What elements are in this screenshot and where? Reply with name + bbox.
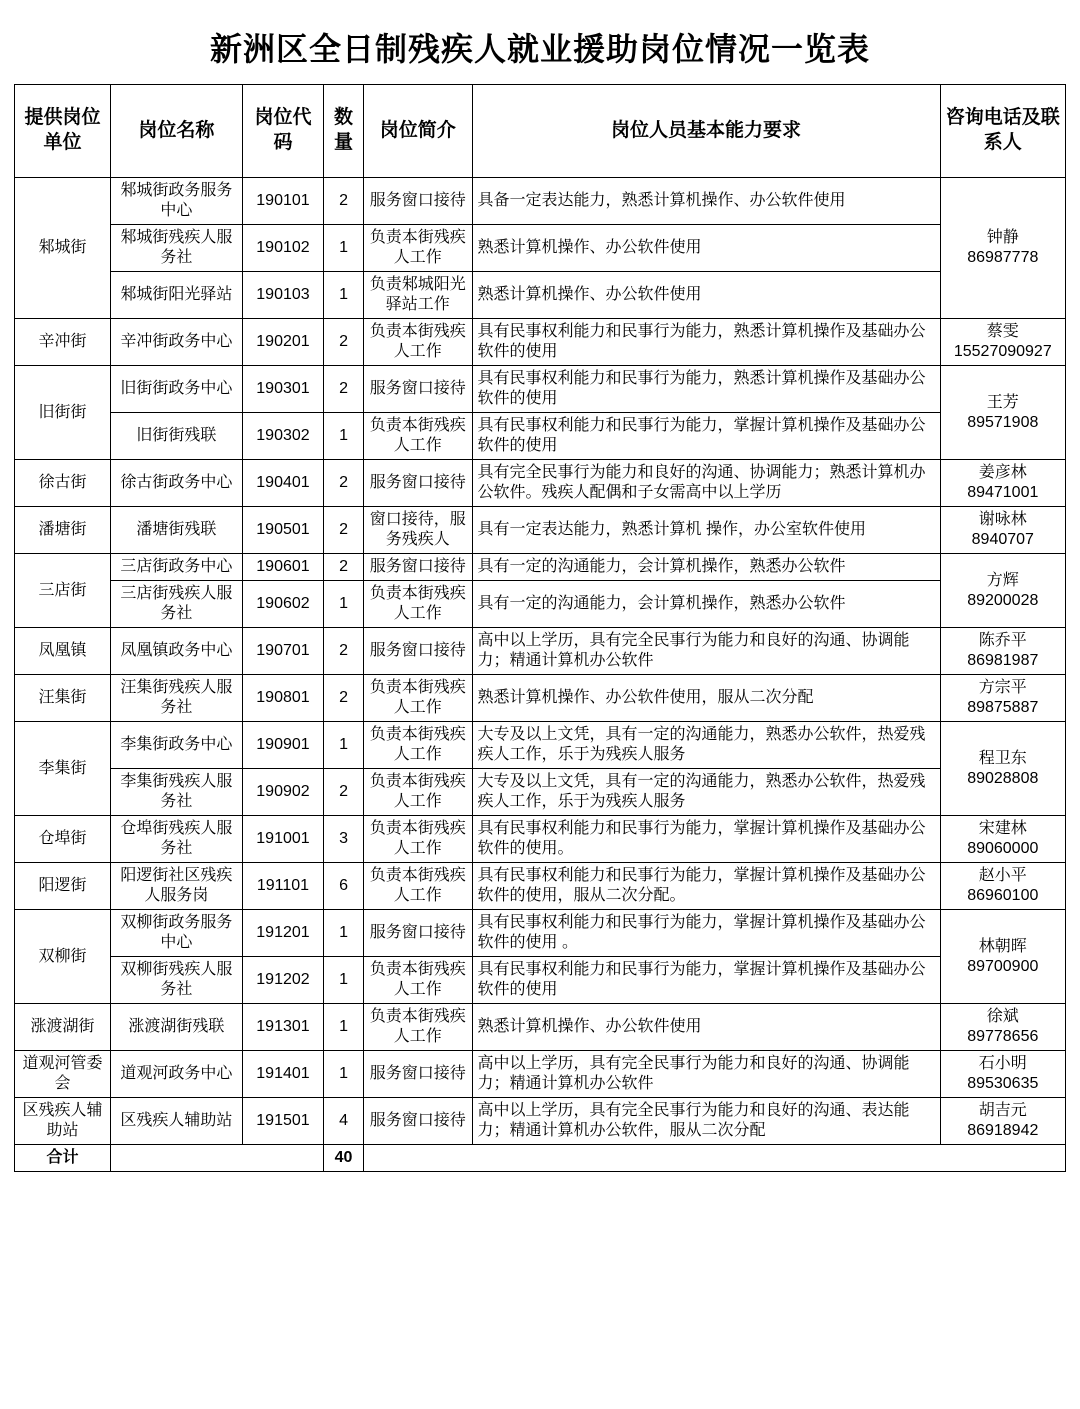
cell-post-brief: 负责邾城阳光驿站工作 <box>363 272 472 319</box>
cell-post-name: 辛冲街政务中心 <box>111 319 243 366</box>
cell-post-brief: 负责本街残疾人工作 <box>363 225 472 272</box>
table-total-row <box>15 1145 1066 1172</box>
cell-unit: 辛冲街 <box>15 319 111 366</box>
cell-post-brief: 服务窗口接待 <box>363 554 472 581</box>
cell-unit: 阳逻街 <box>15 863 111 910</box>
cell-post-brief: 服务窗口接待 <box>363 910 472 957</box>
cell-requirements: 具有民事权利能力和民事行为能力，掌握计算机操作及基础办公软件的使用，服从二次分配。 <box>472 863 940 910</box>
cell-post-brief: 服务窗口接待 <box>363 1051 472 1098</box>
cell-unit: 李集街 <box>15 722 111 816</box>
cell-requirements: 熟悉计算机操作、办公软件使用 <box>472 1004 940 1051</box>
cell-requirements: 具有完全民事行为能力和良好的沟通、协调能力；熟悉计算机办公软件。残疾人配偶和子女需高中以上学历 <box>472 460 940 507</box>
cell-post-name: 双柳街残疾人服务社 <box>111 957 243 1004</box>
table-row <box>15 319 1066 366</box>
table-row <box>15 460 1066 507</box>
cell-post-brief: 负责本街残疾人工作 <box>363 1004 472 1051</box>
total-empty-cell-left <box>111 1145 324 1172</box>
cell-contact: 方辉 89200028 <box>940 554 1065 628</box>
cell-post-code: 190601 <box>242 554 323 581</box>
cell-requirements: 具有民事权利能力和民事行为能力，掌握计算机操作及基础办公软件的使用 <box>472 957 940 1004</box>
cell-requirements: 具有民事权利能力和民事行为能力，掌握计算机操作及基础办公软件的使用 。 <box>472 910 940 957</box>
cell-unit: 旧街街 <box>15 366 111 460</box>
cell-post-code: 191202 <box>242 957 323 1004</box>
cell-quantity: 2 <box>324 366 364 413</box>
cell-quantity: 4 <box>324 1098 364 1145</box>
cell-post-brief: 服务窗口接待 <box>363 460 472 507</box>
cell-requirements: 高中以上学历，具有完全民事行为能力和良好的沟通、协调能力；精通计算机办公软件 <box>472 628 940 675</box>
cell-unit: 仓埠街 <box>15 816 111 863</box>
cell-requirements: 熟悉计算机操作、办公软件使用 <box>472 272 940 319</box>
page-title: 新洲区全日制残疾人就业援助岗位情况一览表 <box>209 31 870 67</box>
cell-post-brief: 负责本街残疾人工作 <box>363 816 472 863</box>
cell-contact: 徐斌 89778656 <box>940 1004 1065 1051</box>
cell-requirements: 高中以上学历，具有完全民事行为能力和良好的沟通、协调能力；精通计算机办公软件 <box>472 1051 940 1098</box>
table-row <box>15 581 1066 628</box>
cell-post-name: 三店街政务中心 <box>111 554 243 581</box>
cell-post-brief: 负责本街残疾人工作 <box>363 957 472 1004</box>
table-row <box>15 178 1066 225</box>
cell-unit: 徐古街 <box>15 460 111 507</box>
cell-post-name: 阳逻街社区残疾人服务岗 <box>111 863 243 910</box>
cell-unit: 道观河管委会 <box>15 1051 111 1098</box>
cell-quantity: 2 <box>324 675 364 722</box>
table-row <box>15 225 1066 272</box>
cell-quantity: 2 <box>324 178 364 225</box>
cell-post-code: 191301 <box>242 1004 323 1051</box>
cell-quantity: 1 <box>324 910 364 957</box>
table-row <box>15 910 1066 957</box>
cell-quantity: 2 <box>324 554 364 581</box>
cell-post-code: 191201 <box>242 910 323 957</box>
total-quantity: 40 <box>324 1145 364 1172</box>
cell-post-brief: 服务窗口接待 <box>363 178 472 225</box>
cell-quantity: 1 <box>324 272 364 319</box>
table-row <box>15 366 1066 413</box>
cell-post-brief: 服务窗口接待 <box>363 1098 472 1145</box>
cell-contact: 蔡雯 15527090927 <box>940 319 1065 366</box>
cell-quantity: 3 <box>324 816 364 863</box>
cell-quantity: 1 <box>324 1004 364 1051</box>
cell-requirements: 大专及以上文凭，具有一定的沟通能力，熟悉办公软件，热爱残疾人工作，乐于为残疾人服务 <box>472 769 940 816</box>
cell-post-code: 190602 <box>242 581 323 628</box>
cell-post-name: 邾城街残疾人服务社 <box>111 225 243 272</box>
cell-quantity: 2 <box>324 628 364 675</box>
table-row <box>15 1098 1066 1145</box>
cell-contact: 谢咏林 8940707 <box>940 507 1065 554</box>
cell-contact: 王芳 89571908 <box>940 366 1065 460</box>
cell-post-code: 190201 <box>242 319 323 366</box>
cell-post-brief: 负责本街残疾人工作 <box>363 722 472 769</box>
table-row <box>15 272 1066 319</box>
cell-post-code: 191401 <box>242 1051 323 1098</box>
cell-post-name: 汪集街残疾人服务社 <box>111 675 243 722</box>
table-row <box>15 554 1066 581</box>
cell-post-code: 190401 <box>242 460 323 507</box>
cell-contact: 方宗平 89875887 <box>940 675 1065 722</box>
cell-post-name: 李集街残疾人服务社 <box>111 769 243 816</box>
cell-post-name: 邾城街政务服务中心 <box>111 178 243 225</box>
cell-unit: 涨渡湖街 <box>15 1004 111 1051</box>
cell-requirements: 高中以上学历，具有完全民事行为能力和良好的沟通、表达能力；精通计算机办公软件，服从二次分配 <box>472 1098 940 1145</box>
table-row <box>15 1004 1066 1051</box>
cell-post-brief: 服务窗口接待 <box>363 366 472 413</box>
cell-post-name: 邾城街阳光驿站 <box>111 272 243 319</box>
cell-unit: 潘塘街 <box>15 507 111 554</box>
cell-post-brief: 窗口接待，服务残疾人 <box>363 507 472 554</box>
table-row <box>15 816 1066 863</box>
table-row <box>15 769 1066 816</box>
cell-post-name: 双柳街政务服务中心 <box>111 910 243 957</box>
cell-post-code: 190701 <box>242 628 323 675</box>
cell-post-code: 191001 <box>242 816 323 863</box>
cell-contact: 宋建林 89060000 <box>940 816 1065 863</box>
cell-contact: 钟静 86987778 <box>940 178 1065 319</box>
cell-unit: 凤凰镇 <box>15 628 111 675</box>
cell-post-brief: 负责本街残疾人工作 <box>363 863 472 910</box>
cell-post-name: 仓埠街残疾人服务社 <box>111 816 243 863</box>
cell-quantity: 1 <box>324 722 364 769</box>
cell-post-name: 道观河政务中心 <box>111 1051 243 1098</box>
table-row <box>15 957 1066 1004</box>
cell-post-code: 190901 <box>242 722 323 769</box>
cell-unit: 汪集街 <box>15 675 111 722</box>
cell-post-name: 凤凰镇政务中心 <box>111 628 243 675</box>
cell-requirements: 熟悉计算机操作、办公软件使用 <box>472 225 940 272</box>
table-row <box>15 675 1066 722</box>
cell-post-brief: 负责本街残疾人工作 <box>363 581 472 628</box>
cell-quantity: 1 <box>324 957 364 1004</box>
cell-contact: 赵小平 86960100 <box>940 863 1065 910</box>
cell-quantity: 1 <box>324 1051 364 1098</box>
cell-post-brief: 负责本街残疾人工作 <box>363 675 472 722</box>
cell-requirements: 熟悉计算机操作、办公软件使用，服从二次分配 <box>472 675 940 722</box>
cell-post-name: 区残疾人辅助站 <box>111 1098 243 1145</box>
table-body <box>15 178 1066 1172</box>
column-header-post-brief: 岗位简介 <box>363 85 472 178</box>
table-row <box>15 863 1066 910</box>
cell-post-name: 涨渡湖街残联 <box>111 1004 243 1051</box>
cell-post-brief: 服务窗口接待 <box>363 628 472 675</box>
cell-requirements: 具有民事权利能力和民事行为能力，熟悉计算机操作及基础办公软件的使用 <box>472 366 940 413</box>
column-header-contact: 咨询电话及联系人 <box>940 85 1065 178</box>
table-row <box>15 628 1066 675</box>
table-row <box>15 722 1066 769</box>
table-header-row <box>15 85 1066 178</box>
cell-contact: 姜彦林 89471001 <box>940 460 1065 507</box>
cell-requirements: 具有民事权利能力和民事行为能力，熟悉计算机操作及基础办公软件的使用 <box>472 319 940 366</box>
cell-requirements: 具有一定的沟通能力，会计算机操作，熟悉办公软件 <box>472 581 940 628</box>
cell-post-code: 190302 <box>242 413 323 460</box>
cell-contact: 陈乔平 86981987 <box>940 628 1065 675</box>
cell-requirements: 具有一定表达能力，熟悉计算机 操作，办公室软件使用 <box>472 507 940 554</box>
cell-post-name: 旧街街政务中心 <box>111 366 243 413</box>
cell-quantity: 6 <box>324 863 364 910</box>
cell-quantity: 1 <box>324 413 364 460</box>
cell-quantity: 2 <box>324 460 364 507</box>
cell-requirements: 具有一定的沟通能力，会计算机操作，熟悉办公软件 <box>472 554 940 581</box>
cell-post-code: 190301 <box>242 366 323 413</box>
cell-requirements: 具有民事权利能力和民事行为能力，掌握计算机操作及基础办公软件的使用 <box>472 413 940 460</box>
cell-post-code: 191501 <box>242 1098 323 1145</box>
cell-quantity: 1 <box>324 581 364 628</box>
column-header-quantity: 数量 <box>324 85 364 178</box>
column-header-requirements: 岗位人员基本能力要求 <box>472 85 940 178</box>
cell-post-name: 潘塘街残联 <box>111 507 243 554</box>
cell-post-name: 徐古街政务中心 <box>111 460 243 507</box>
cell-post-code: 190103 <box>242 272 323 319</box>
cell-unit: 邾城街 <box>15 178 111 319</box>
cell-requirements: 具备一定表达能力，熟悉计算机操作、办公软件使用 <box>472 178 940 225</box>
cell-requirements: 大专及以上文凭，具有一定的沟通能力，熟悉办公软件，热爱残疾人工作，乐于为残疾人服务 <box>472 722 940 769</box>
cell-quantity: 2 <box>324 507 364 554</box>
table-row <box>15 507 1066 554</box>
cell-contact: 胡吉元 86918942 <box>940 1098 1065 1145</box>
cell-post-code: 190501 <box>242 507 323 554</box>
cell-post-name: 旧街街残联 <box>111 413 243 460</box>
cell-unit: 三店街 <box>15 554 111 628</box>
table-row <box>15 413 1066 460</box>
cell-quantity: 1 <box>324 225 364 272</box>
cell-post-brief: 负责本街残疾人工作 <box>363 319 472 366</box>
cell-contact: 石小明 89530635 <box>940 1051 1065 1098</box>
cell-requirements: 具有民事权利能力和民事行为能力，掌握计算机操作及基础办公软件的使用。 <box>472 816 940 863</box>
cell-post-code: 190902 <box>242 769 323 816</box>
cell-post-name: 李集街政务中心 <box>111 722 243 769</box>
cell-post-brief: 负责本街残疾人工作 <box>363 413 472 460</box>
total-label: 合计 <box>15 1145 111 1172</box>
column-header-unit: 提供岗位单位 <box>15 85 111 178</box>
cell-post-name: 三店街残疾人服务社 <box>111 581 243 628</box>
jobs-table <box>14 84 1066 1172</box>
cell-quantity: 2 <box>324 319 364 366</box>
total-empty-cell-right <box>363 1145 1065 1172</box>
cell-post-code: 190801 <box>242 675 323 722</box>
cell-contact: 林朝晖 89700900 <box>940 910 1065 1004</box>
table-row <box>15 1051 1066 1098</box>
cell-contact: 程卫东 89028808 <box>940 722 1065 816</box>
cell-unit: 区残疾人辅助站 <box>15 1098 111 1145</box>
cell-quantity: 2 <box>324 769 364 816</box>
cell-post-code: 191101 <box>242 863 323 910</box>
column-header-post-name: 岗位名称 <box>111 85 243 178</box>
cell-post-code: 190102 <box>242 225 323 272</box>
cell-post-code: 190101 <box>242 178 323 225</box>
cell-unit: 双柳街 <box>15 910 111 1004</box>
cell-post-brief: 负责本街残疾人工作 <box>363 769 472 816</box>
column-header-post-code: 岗位代码 <box>242 85 323 178</box>
table-header <box>15 85 1066 178</box>
